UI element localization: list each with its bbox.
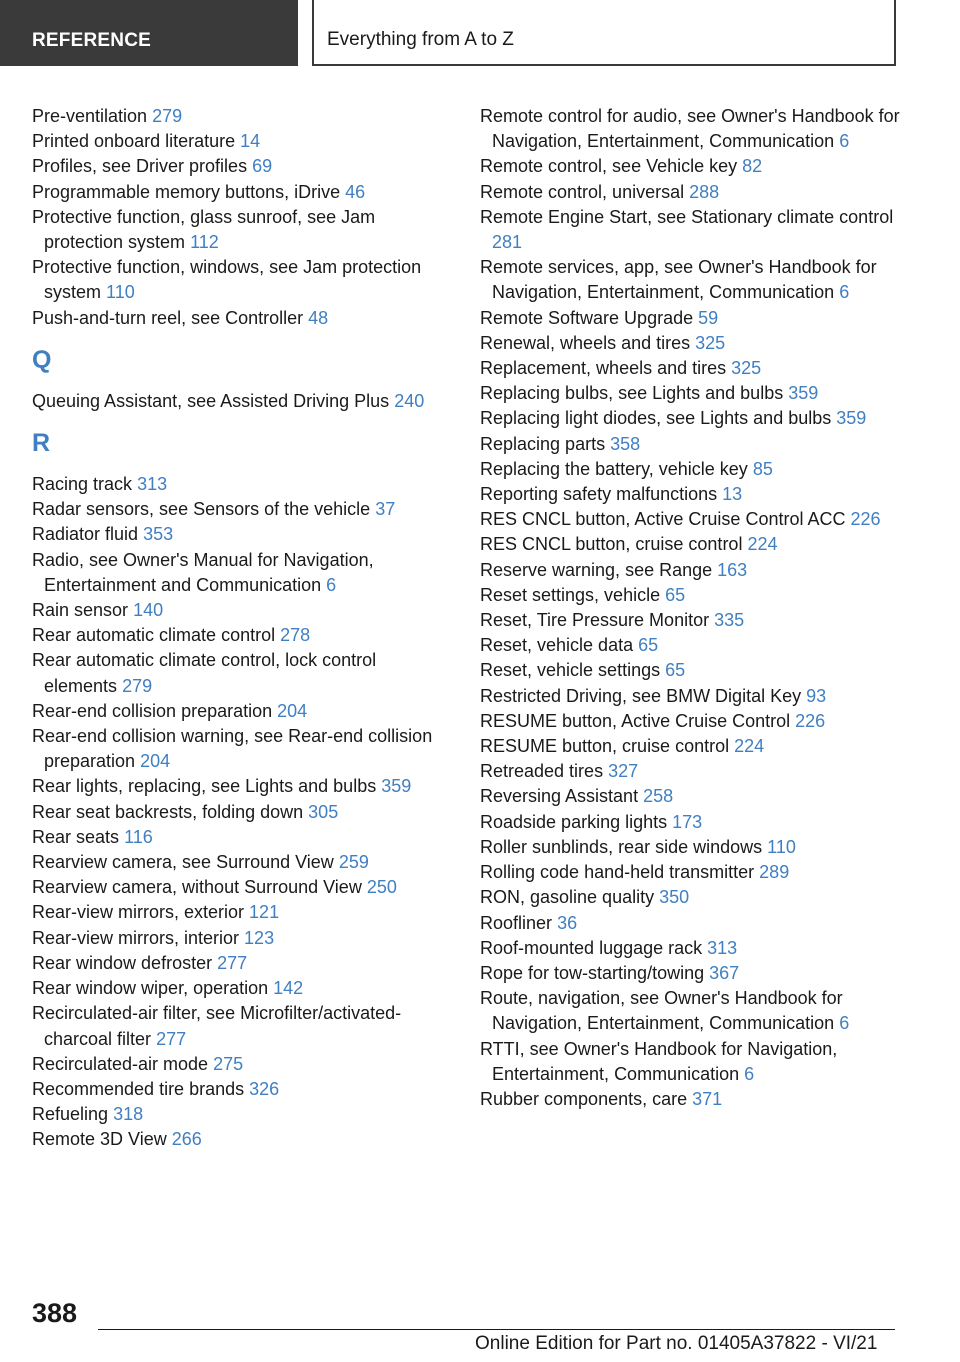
index-page-link[interactable]: 224 xyxy=(734,736,765,757)
section-tab xyxy=(0,0,298,66)
index-entry-text: Pre-ventilation xyxy=(32,106,148,126)
index-entry xyxy=(480,457,900,482)
index-page-link[interactable]: 226 xyxy=(850,509,881,530)
index-entry-text: Recirculated-air mode xyxy=(32,1053,209,1074)
index-entry-text: Remote control for audio, see Owner's Handbook for Navigation, Entertainment, Communication xyxy=(480,106,900,152)
chapter-tab xyxy=(312,0,896,66)
index-entry xyxy=(480,255,900,305)
index-entry-text: Rear automatic climate control, lock control elements xyxy=(32,650,377,696)
index-page-link[interactable]: 204 xyxy=(140,751,171,772)
footer-divider xyxy=(98,1329,895,1330)
index-entry xyxy=(480,810,900,835)
index-page-link[interactable]: 325 xyxy=(695,332,726,353)
index-page-link[interactable]: 13 xyxy=(722,484,743,505)
index-entry xyxy=(32,699,452,724)
index-entry xyxy=(32,951,452,976)
index-page-link[interactable]: 65 xyxy=(665,584,686,605)
index-page-link[interactable]: 353 xyxy=(143,524,174,545)
index-entry xyxy=(32,648,452,698)
index-entry-text: Remote Engine Start, see Stationary climate control xyxy=(480,206,894,227)
index-page-link[interactable]: 350 xyxy=(659,887,690,908)
index-entry-text: Protective function, glass sunroof, see Jam protection system xyxy=(32,206,376,253)
index-page-link[interactable]: 116 xyxy=(124,826,153,847)
index-entry xyxy=(32,800,452,825)
index-page-link[interactable]: 226 xyxy=(795,710,826,731)
index-entry xyxy=(32,875,452,900)
index-entry-text: Reserve warning, see Range xyxy=(480,559,713,580)
index-entry-text: Restricted Driving, see BMW Digital Key xyxy=(480,685,802,706)
index-entry xyxy=(480,986,900,1036)
index-entry xyxy=(32,154,452,179)
index-page-link[interactable]: 240 xyxy=(394,390,425,411)
index-entry xyxy=(32,255,452,305)
index-page-link[interactable]: 48 xyxy=(308,307,329,328)
index-entry xyxy=(32,180,452,205)
index-entry-text: Reset, vehicle data xyxy=(480,635,634,656)
index-entry-text: Rear lights, replacing, see Lights and bulbs xyxy=(32,776,377,797)
index-entry-text: Programmable memory buttons, iDrive xyxy=(32,181,341,202)
index-entry xyxy=(32,774,452,799)
index-entry xyxy=(480,558,900,583)
index-column-right xyxy=(480,104,900,1112)
index-page-link[interactable]: 266 xyxy=(171,1129,202,1150)
index-entry-text: RESUME button, Active Cruise Control xyxy=(480,710,791,731)
index-entry-text: Roof-mounted luggage rack xyxy=(480,937,703,958)
index-entry xyxy=(32,1102,452,1127)
index-entry-text: Rubber components, care xyxy=(480,1088,688,1109)
index-entry-text: Rolling code hand-held transmitter xyxy=(480,862,755,883)
index-entry xyxy=(32,472,452,497)
index-entry xyxy=(480,684,900,709)
index-page-link[interactable]: 65 xyxy=(665,660,686,681)
index-entry-text: Printed onboard literature xyxy=(32,131,236,152)
index-entry-text: Refueling xyxy=(32,1104,109,1125)
index-page-link[interactable]: 46 xyxy=(345,181,366,202)
index-entry xyxy=(480,759,900,784)
index-page-link[interactable]: 305 xyxy=(308,801,339,822)
page-header xyxy=(0,0,960,66)
index-page-link[interactable]: 224 xyxy=(747,534,778,555)
index-entry xyxy=(480,709,900,734)
index-entry-text: Radar sensors, see Sensors of the vehicle xyxy=(32,499,371,520)
index-entry-text: Route, navigation, see Owner's Handbook for Navigation, Entertainment, Communication xyxy=(480,988,843,1034)
index-entry-text: RON, gasoline quality xyxy=(480,887,655,908)
index-entry xyxy=(480,911,900,936)
index-page-link[interactable]: 123 xyxy=(244,927,275,948)
index-entry-text: Rope for tow-starting/towing xyxy=(480,962,705,983)
index-page-link[interactable]: 318 xyxy=(113,1104,144,1125)
index-page-link[interactable]: 6 xyxy=(839,131,850,152)
index-entry xyxy=(32,129,452,154)
index-entry xyxy=(32,1052,452,1077)
index-entry-text: RESUME button, cruise control xyxy=(480,736,730,757)
index-page-link[interactable]: 359 xyxy=(381,776,412,797)
index-entry xyxy=(480,734,900,759)
index-page-link[interactable]: 142 xyxy=(273,978,304,999)
index-entry xyxy=(480,154,900,179)
index-entry-text: Replacing light diodes, see Lights and bulbs xyxy=(480,408,832,429)
index-entry-text: Rear seats xyxy=(32,826,120,847)
index-page-link[interactable]: 112 xyxy=(190,232,219,253)
index-page-link[interactable]: 279 xyxy=(122,675,153,696)
index-entry xyxy=(32,522,452,547)
index-page-link[interactable]: 367 xyxy=(709,962,740,983)
index-letter-r: R xyxy=(32,429,51,458)
index-entry-text: Replacing parts xyxy=(480,433,606,454)
page-number: 388 xyxy=(32,1298,78,1328)
index-entry xyxy=(480,608,900,633)
index-page-link[interactable]: 173 xyxy=(672,811,703,832)
index-entry-text: RES CNCL button, Active Cruise Control ACC xyxy=(480,509,846,530)
index-entry xyxy=(480,306,900,331)
index-entry xyxy=(480,1087,900,1112)
index-entry-text: Radiator fluid xyxy=(32,524,139,545)
index-page-link[interactable]: 65 xyxy=(638,635,659,656)
index-page-link[interactable]: 278 xyxy=(280,625,311,646)
index-group-p xyxy=(32,104,452,331)
index-entry-text: Push-and-turn reel, see Controller xyxy=(32,307,304,328)
index-page-link[interactable]: 325 xyxy=(731,358,762,379)
index-entry-text: Radio, see Owner's Manual for Navigation, Entertainment and Communication xyxy=(32,549,374,595)
index-page-link[interactable]: 275 xyxy=(213,1053,244,1074)
index-entry-text: Reversing Assistant xyxy=(480,786,639,807)
index-entry-text: Remote 3D View xyxy=(32,1129,167,1150)
index-entry xyxy=(480,633,900,658)
index-entry-text: Rear-view mirrors, interior xyxy=(32,927,240,948)
index-entry xyxy=(480,507,900,532)
index-entry xyxy=(32,548,452,598)
index-page-link[interactable]: 6 xyxy=(839,1013,850,1034)
index-entry xyxy=(480,860,900,885)
index-entry xyxy=(480,381,900,406)
index-page-link[interactable]: 358 xyxy=(610,433,641,454)
index-entry-text: Rain sensor xyxy=(32,600,129,621)
index-page-link[interactable]: 6 xyxy=(326,574,337,595)
index-entry-text: Rear window defroster xyxy=(32,952,213,973)
index-entry xyxy=(480,936,900,961)
index-page-link[interactable]: 359 xyxy=(788,383,819,404)
edition-info: Online Edition for Part no. 01405A37822 - VI/21 xyxy=(475,1333,878,1354)
index-page-link[interactable]: 163 xyxy=(717,559,748,580)
index-entry xyxy=(32,306,452,331)
index-entry-text: Reset, Tire Pressure Monitor xyxy=(480,610,710,631)
index-group-r xyxy=(32,472,452,1152)
index-entry xyxy=(32,389,452,414)
index-entry-text: Rear automatic climate control xyxy=(32,625,276,646)
index-entry-text: Rear-end collision preparation xyxy=(32,700,273,721)
index-entry xyxy=(480,961,900,986)
index-entry-text: Retreaded tires xyxy=(480,761,604,782)
index-entry xyxy=(480,482,900,507)
index-entry xyxy=(32,825,452,850)
index-entry xyxy=(32,104,452,129)
index-page-link[interactable]: 14 xyxy=(240,131,261,152)
index-entry xyxy=(480,885,900,910)
index-entry xyxy=(480,835,900,860)
index-page-link[interactable]: 313 xyxy=(707,937,738,958)
index-page-link[interactable]: 82 xyxy=(742,156,763,177)
index-entry-text: Rearview camera, see Surround View xyxy=(32,852,334,873)
index-entry-text: Rear seat backrests, folding down xyxy=(32,801,304,822)
index-page-link[interactable]: 110 xyxy=(767,836,796,857)
index-page-link[interactable]: 335 xyxy=(714,610,745,631)
index-entry xyxy=(32,1001,452,1051)
index-entry-text: Remote control, see Vehicle key xyxy=(480,156,738,177)
index-page-link[interactable]: 289 xyxy=(759,862,790,883)
index-entry-text: Reset, vehicle settings xyxy=(480,660,661,681)
index-entry xyxy=(480,406,900,431)
index-entry-text: Remote Software Upgrade xyxy=(480,307,694,328)
index-page-link[interactable]: 121 xyxy=(249,902,280,923)
index-page-link[interactable]: 204 xyxy=(277,700,308,721)
index-page-link[interactable]: 371 xyxy=(692,1088,723,1109)
index-page-link[interactable]: 359 xyxy=(836,408,867,429)
index-entry-text: Reporting safety malfunctions xyxy=(480,484,718,505)
index-page-link[interactable]: 250 xyxy=(366,877,397,898)
section-label: REFERENCE xyxy=(32,30,151,51)
index-entry xyxy=(480,205,900,255)
index-entry-text: Remote services, app, see Owner's Handbook for Navigation, Entertainment, Communication xyxy=(480,257,877,303)
index-page-link[interactable]: 326 xyxy=(249,1078,280,1099)
index-entry xyxy=(32,900,452,925)
index-entry xyxy=(480,331,900,356)
index-page-link[interactable]: 258 xyxy=(643,786,674,807)
index-entry-text: Renewal, wheels and tires xyxy=(480,332,691,353)
index-entry xyxy=(480,432,900,457)
index-entry-text: Replacing bulbs, see Lights and bulbs xyxy=(480,383,784,404)
index-page-link[interactable]: 281 xyxy=(492,232,523,253)
index-page-link[interactable]: 279 xyxy=(152,106,183,126)
index-page-link[interactable]: 327 xyxy=(608,761,639,782)
index-page-link[interactable]: 85 xyxy=(752,458,773,479)
index-entry xyxy=(480,658,900,683)
index-page-link[interactable]: 277 xyxy=(217,952,248,973)
index-entry xyxy=(32,850,452,875)
index-entry xyxy=(480,104,900,154)
index-entry xyxy=(32,1077,452,1102)
index-entry xyxy=(480,356,900,381)
index-page-link[interactable]: 6 xyxy=(744,1063,755,1084)
index-page-link[interactable]: 6 xyxy=(839,282,850,303)
index-entry xyxy=(32,1127,452,1152)
index-entry-text: Roadside parking lights xyxy=(480,811,668,832)
index-page-link[interactable]: 110 xyxy=(106,282,135,303)
index-page-link[interactable]: 140 xyxy=(133,600,164,621)
index-page-link[interactable]: 37 xyxy=(375,499,396,520)
index-group-q xyxy=(32,389,452,414)
index-entry-text: Rear-end collision warning, see Rear-end collision preparation xyxy=(32,726,433,772)
index-page-link[interactable]: 93 xyxy=(806,685,827,706)
index-entry xyxy=(32,926,452,951)
index-entry xyxy=(32,497,452,522)
chapter-title: Everything from A to Z xyxy=(327,29,514,50)
index-entry xyxy=(32,976,452,1001)
index-entry-text: Roller sunblinds, rear side windows xyxy=(480,836,763,857)
index-entry-text: Remote control, universal xyxy=(480,181,685,202)
index-entry-text: Rear-view mirrors, exterior xyxy=(32,902,245,923)
index-entry xyxy=(32,205,452,255)
index-entry-text: RTTI, see Owner's Handbook for Navigation, Entertainment, Communication xyxy=(480,1038,838,1084)
index-entry-text: Reset settings, vehicle xyxy=(480,584,661,605)
index-page-link[interactable]: 259 xyxy=(338,852,369,873)
index-entry-text: Recommended tire brands xyxy=(32,1078,245,1099)
index-entry xyxy=(480,532,900,557)
index-page-link[interactable]: 313 xyxy=(137,474,168,495)
index-entry-text: Protective function, windows, see Jam protection system xyxy=(32,257,422,303)
index-entry-text: Replacement, wheels and tires xyxy=(480,358,727,379)
index-entry xyxy=(480,1037,900,1087)
index-page-link[interactable]: 288 xyxy=(689,181,720,202)
index-entry xyxy=(480,583,900,608)
index-page-link[interactable]: 277 xyxy=(156,1028,187,1049)
index-entry xyxy=(32,724,452,774)
index-page-link[interactable]: 59 xyxy=(698,307,719,328)
index-entry-text: Racing track xyxy=(32,474,133,495)
index-page-link[interactable]: 36 xyxy=(557,912,578,933)
index-entry xyxy=(480,784,900,809)
index-group-r-continued xyxy=(480,104,900,1112)
index-entry-text: RES CNCL button, cruise control xyxy=(480,534,743,555)
index-entry-text: Rear window wiper, operation xyxy=(32,978,269,999)
index-entry-text: Recirculated-air filter, see Microfilter/activated-charcoal filter xyxy=(32,1003,402,1049)
index-entry-text: Queuing Assistant, see Assisted Driving Plus xyxy=(32,390,390,411)
index-entry xyxy=(480,180,900,205)
index-entry-text: Rearview camera, without Surround View xyxy=(32,877,362,898)
index-entry xyxy=(32,598,452,623)
index-entry xyxy=(32,623,452,648)
index-letter-q: Q xyxy=(32,345,52,374)
index-entry-text: Roofliner xyxy=(480,912,553,933)
index-column-left xyxy=(32,104,452,1153)
index-entry-text: Profiles, see Driver profiles xyxy=(32,156,248,177)
index-entry-text: Replacing the battery, vehicle key xyxy=(480,458,748,479)
index-page-link[interactable]: 69 xyxy=(252,156,273,177)
